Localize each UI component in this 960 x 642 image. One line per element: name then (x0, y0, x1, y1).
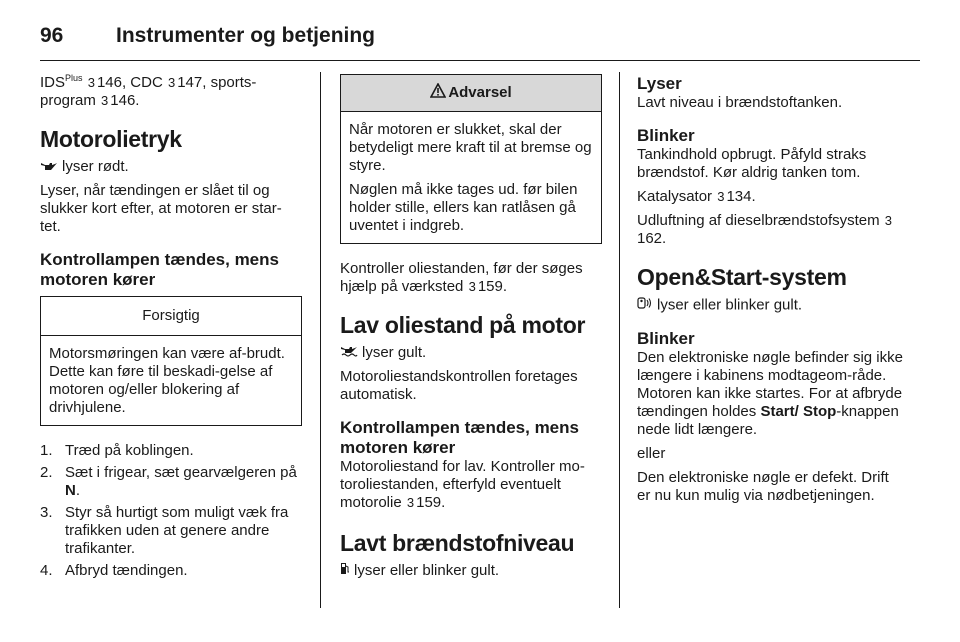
oil-level-icon (340, 344, 358, 362)
page-header (40, 16, 375, 56)
list-item: 1. Træd på koblingen. (40, 442, 194, 460)
caution-text: Motorsmøringen kan være af-brudt. Dette kan føre til beskadi-gelse af motoren og/eller blokering af drivhjulene. (49, 345, 285, 417)
warning-title: Advarsel (448, 84, 512, 101)
column-1 (40, 74, 302, 584)
warning-text-2: Nøglen må ikke tages ud. før bilen holder stille, ellers kan ratlåsen gå uventet i indgreb. (349, 181, 578, 234)
page-reference-icon: 3 (101, 93, 109, 108)
section-heading-low-fuel: Lavt brændstofniveau (340, 530, 575, 557)
sub-heading-lights: Lyser (637, 74, 682, 93)
column-3 (637, 74, 905, 511)
sub-heading-low-oil: Kontrollampen tændes, mens motoren kører (340, 418, 579, 458)
warning-box (340, 74, 602, 244)
header-rule (40, 60, 920, 61)
open-start-status: lyser eller blinker gult. (637, 296, 905, 315)
page-reference-icon: 3 (884, 213, 893, 228)
page-title: Instrumenter og betjening (116, 24, 376, 47)
page-number: 96 (40, 24, 64, 47)
intro-references: $IDS^{Plus}$ 3 146, CDC 3 147, sports- program 3 146. (40, 73, 257, 109)
page-reference-icon: 3 (87, 75, 95, 90)
open-start-or: eller (637, 445, 666, 462)
low-fuel-status: lyser eller blinker gult. (340, 562, 602, 580)
lights-text: Lavt niveau i brændstoftanken. (637, 94, 843, 111)
list-item: 3. Styr så hurtigt som muligt væk fra trafikken uden at genere andre trafikanter. (40, 504, 289, 558)
sub-heading-blinks: Blinker (637, 126, 695, 145)
page-reference-icon: 3 (468, 279, 476, 294)
section-heading-oil-pressure: Motorolietryk (40, 126, 182, 152)
steps-list (40, 442, 302, 580)
page-reference-icon: 3 (717, 189, 725, 204)
caution-title: Forsigtig (41, 297, 301, 336)
fuel-pump-icon (340, 562, 350, 580)
open-start-text-1: Den elektroniske nøgle befinder sig ikke længere i kabinens modtageom-råde. Motoren kan ikke startes. For at afbryde tændingen holdes Start/ Stop-knappen nede lidt længere. (637, 349, 903, 438)
column-2 (340, 74, 602, 586)
open-start-text-2: Den elektroniske nøgle er defekt. Drift er nu kun mulig via nødbetjeningen. (637, 469, 889, 504)
blinks-text: Tankindhold opbrugt. Påfyld straks brændstof. Kør aldrig tanken tom. (637, 146, 867, 181)
low-oil-text: Motoroliestand for lav. Kontroller mo-toroliestanden, efterfyld eventuelt motorolie 3 159. (340, 458, 585, 512)
sub-heading-open-start-blinks: Blinker (637, 329, 695, 348)
oil-pressure-status: lyser rødt. (40, 158, 302, 176)
section-heading-open-start: Open&Start-system (637, 264, 847, 290)
caution-box (40, 296, 302, 426)
column-divider (619, 72, 620, 608)
page-reference-icon: 3 (167, 75, 176, 90)
page-reference-icon: 3 (406, 495, 415, 511)
warning-text-1: Når motoren er slukket, skal der betydeligt mere kraft til at bremse og styre. (349, 121, 592, 174)
section-heading-low-oil: Lav oliestand på motor (340, 312, 586, 338)
key-signal-icon (637, 296, 653, 315)
low-oil-description: Motoroliestandskontrollen foretages automatisk. (340, 368, 578, 404)
catalyst-text: Katalysator 3 134. (637, 188, 756, 205)
warning-triangle-icon (430, 83, 446, 103)
oil-pressure-description: Lyser, når tændingen er slået til og slukker kort efter, at motoren er star-tet. (40, 182, 282, 236)
oil-can-icon (40, 158, 58, 176)
bleeding-text: Udluftning af dieselbrændstofsystem 3162. (637, 212, 893, 247)
warning-header (341, 75, 601, 112)
check-oil-text: Kontroller oliestanden, før der søges hjælp på værksted 3 159. (340, 260, 583, 295)
sub-heading-oil-pressure: Kontrollampen tændes, mens motoren kører (40, 250, 279, 290)
column-divider (320, 72, 321, 608)
list-item: 2. Sæt i frigear, sæt gearvælgeren på N. (40, 464, 297, 500)
low-oil-status: lyser gult. (340, 344, 602, 362)
list-item: 4. Afbryd tændingen. (40, 562, 188, 580)
